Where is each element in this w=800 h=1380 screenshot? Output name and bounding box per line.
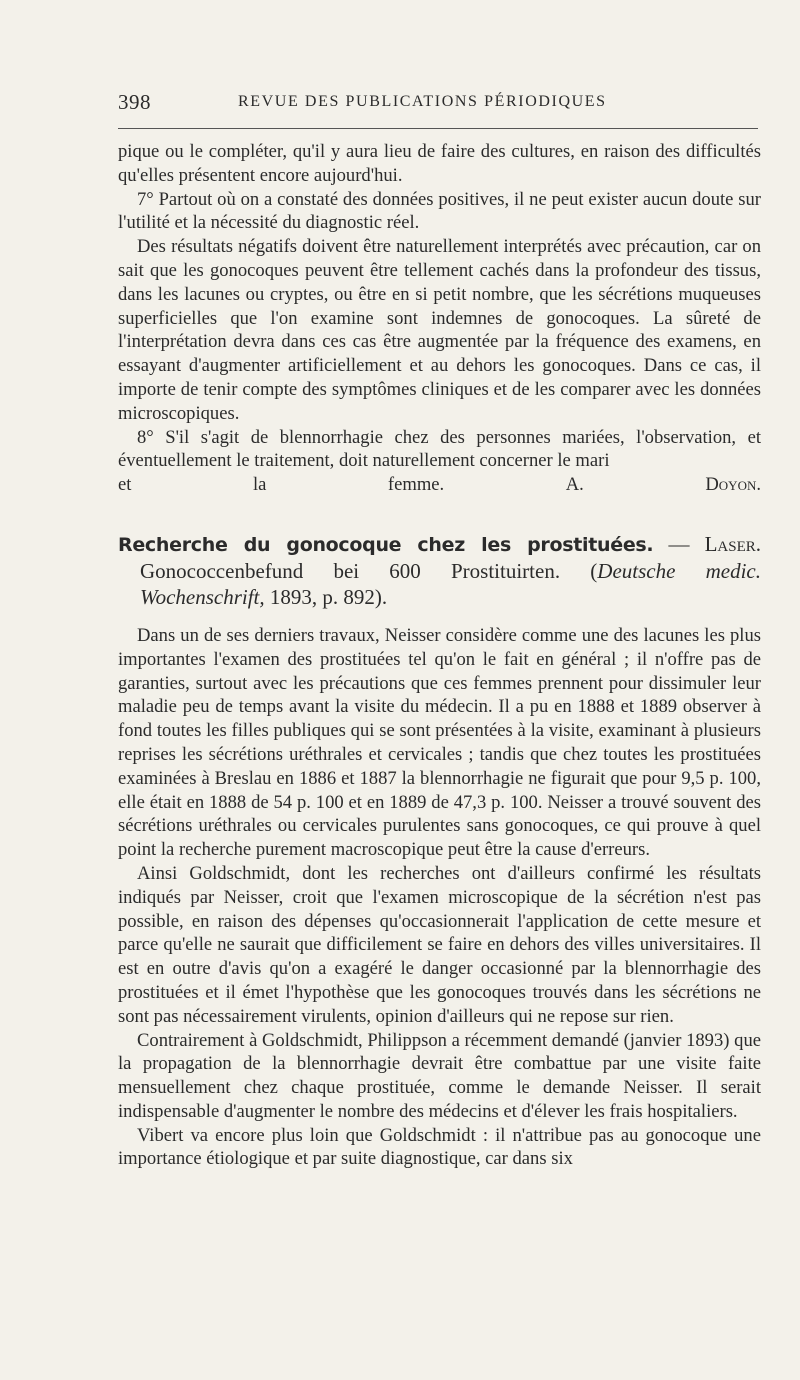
signature-line	[118, 473, 761, 497]
signature: A. Doyon.	[565, 474, 761, 496]
paragraph: Dans un de ses derniers travaux, Neisser considère comme une des lacunes les plus importantes l'examen des prostituées tel qu'on le fait en général ; il n'offre pas de garanties, surtout avec les précautions que ces femmes prennent pour dissimuler leur maladie peu de temps avant la visite du médecin. Il a pu en 1888 et 1889 observer à fond toutes les filles publiques qui se sont présentées à la visite, examinant à plusieurs reprises les sécrétions uréthrales et cervicales ; tandis que chez toutes les prostituées examinées à Breslau en 1886 et 1887 la blennorrhagie ne figurait que pour 9,5 p. 100, elle était en 1888 de 54 p. 100 et en 1889 de 47,3 p. 100. Neisser a trouvé souvent des sécrétions uréthrales ou cervicales purulentes sans gonocoques, ce qui prouve à quel point la recherche purement macroscopique peut être la cause d'erreurs.	[118, 624, 761, 861]
header-rule	[118, 128, 758, 129]
article-title: Recherche du gonocoque chez les prostituées.	[118, 533, 654, 556]
page-number: 398	[118, 90, 151, 114]
running-title: REVUE DES PUBLICATIONS PÉRIODIQUES	[238, 93, 607, 110]
paragraph: Des résultats négatifs doivent être naturellement interprétés avec précaution, car on sait que les gonocoques peuvent être tellement cachés dans la profondeur des tissus, dans les lacunes ou cryptes, ou être en si petit nombre, que les sécrétions muqueuses superficielles que l'on examine sont indemnes de gonocoques. La sûreté de l'interprétation devra dans ces cas être augmentée par la fréquence des examens, en essayant d'augmenter artificiellement et au dehors les gonocoques. Dans ce cas, il importe de tenir compte des symptômes cliniques et de les comparer avec les données microscopiques.	[118, 236, 761, 424]
title-separator: —	[653, 531, 705, 556]
page-header	[118, 90, 758, 118]
article-heading	[118, 531, 761, 610]
citation: 1893, p. 892).	[264, 584, 388, 609]
paragraph: 8° S'il s'agit de blennorrhagie chez des personnes mariées, l'observation, et éventuellement le traitement, doit naturellement concerner le mari	[118, 426, 761, 472]
article-author: Laser.	[704, 531, 761, 556]
journal-name: Deutsche medic. Wochenschrift,	[140, 558, 762, 609]
paragraph: Ainsi Goldschmidt, dont les recherches ont d'ailleurs confirmé les résultats indiqués par Neisser, croit que l'examen microscopique de la sécrétion n'est pas possible, en raison des dépenses qu'occasionnerait l'application de cette mesure et parce qu'elle ne saurait que difficilement se faire en dehors des villes universitaires. Il est en outre d'avis qu'on a exagéré le danger occasionné par la blennorrhagie des prostituées et il émet l'hypothèse que les gonocoques trouvés dans les sécrétions ne sont pas nécessairement virulents, opinion d'ailleurs qui ne repose sur rien.	[118, 862, 761, 1027]
paragraph: Vibert va encore plus loin que Goldschmidt : il n'attribue pas au gonocoque une importance étiologique et par suite diagnostique, car dans six	[118, 1124, 761, 1170]
paragraph: 7° Partout où on a constaté des données positives, il ne peut exister aucun doute sur l'utilité et la nécessité du diagnostic réel.	[118, 188, 761, 234]
paragraph: pique ou le compléter, qu'il y aura lieu de faire des cultures, en raison des difficultés qu'elles présentent encore aujourd'hui.	[118, 141, 761, 186]
original-title: Gonococcenbefund bei 600 Prostituirten. (	[140, 558, 598, 583]
paragraph: Contrairement à Goldschmidt, Philippson a récemment demandé (janvier 1893) que la propagation de la blennorrhagie devrait être combattue par une visite faite mensuellement chez chaque prostituée, comme le demande Neisser. Il serait indispensable d'augmenter le nombre des médecins et d'élever les frais hospitaliers.	[118, 1029, 761, 1122]
page-body	[118, 140, 761, 1171]
closing-text: et la femme.	[118, 474, 445, 496]
